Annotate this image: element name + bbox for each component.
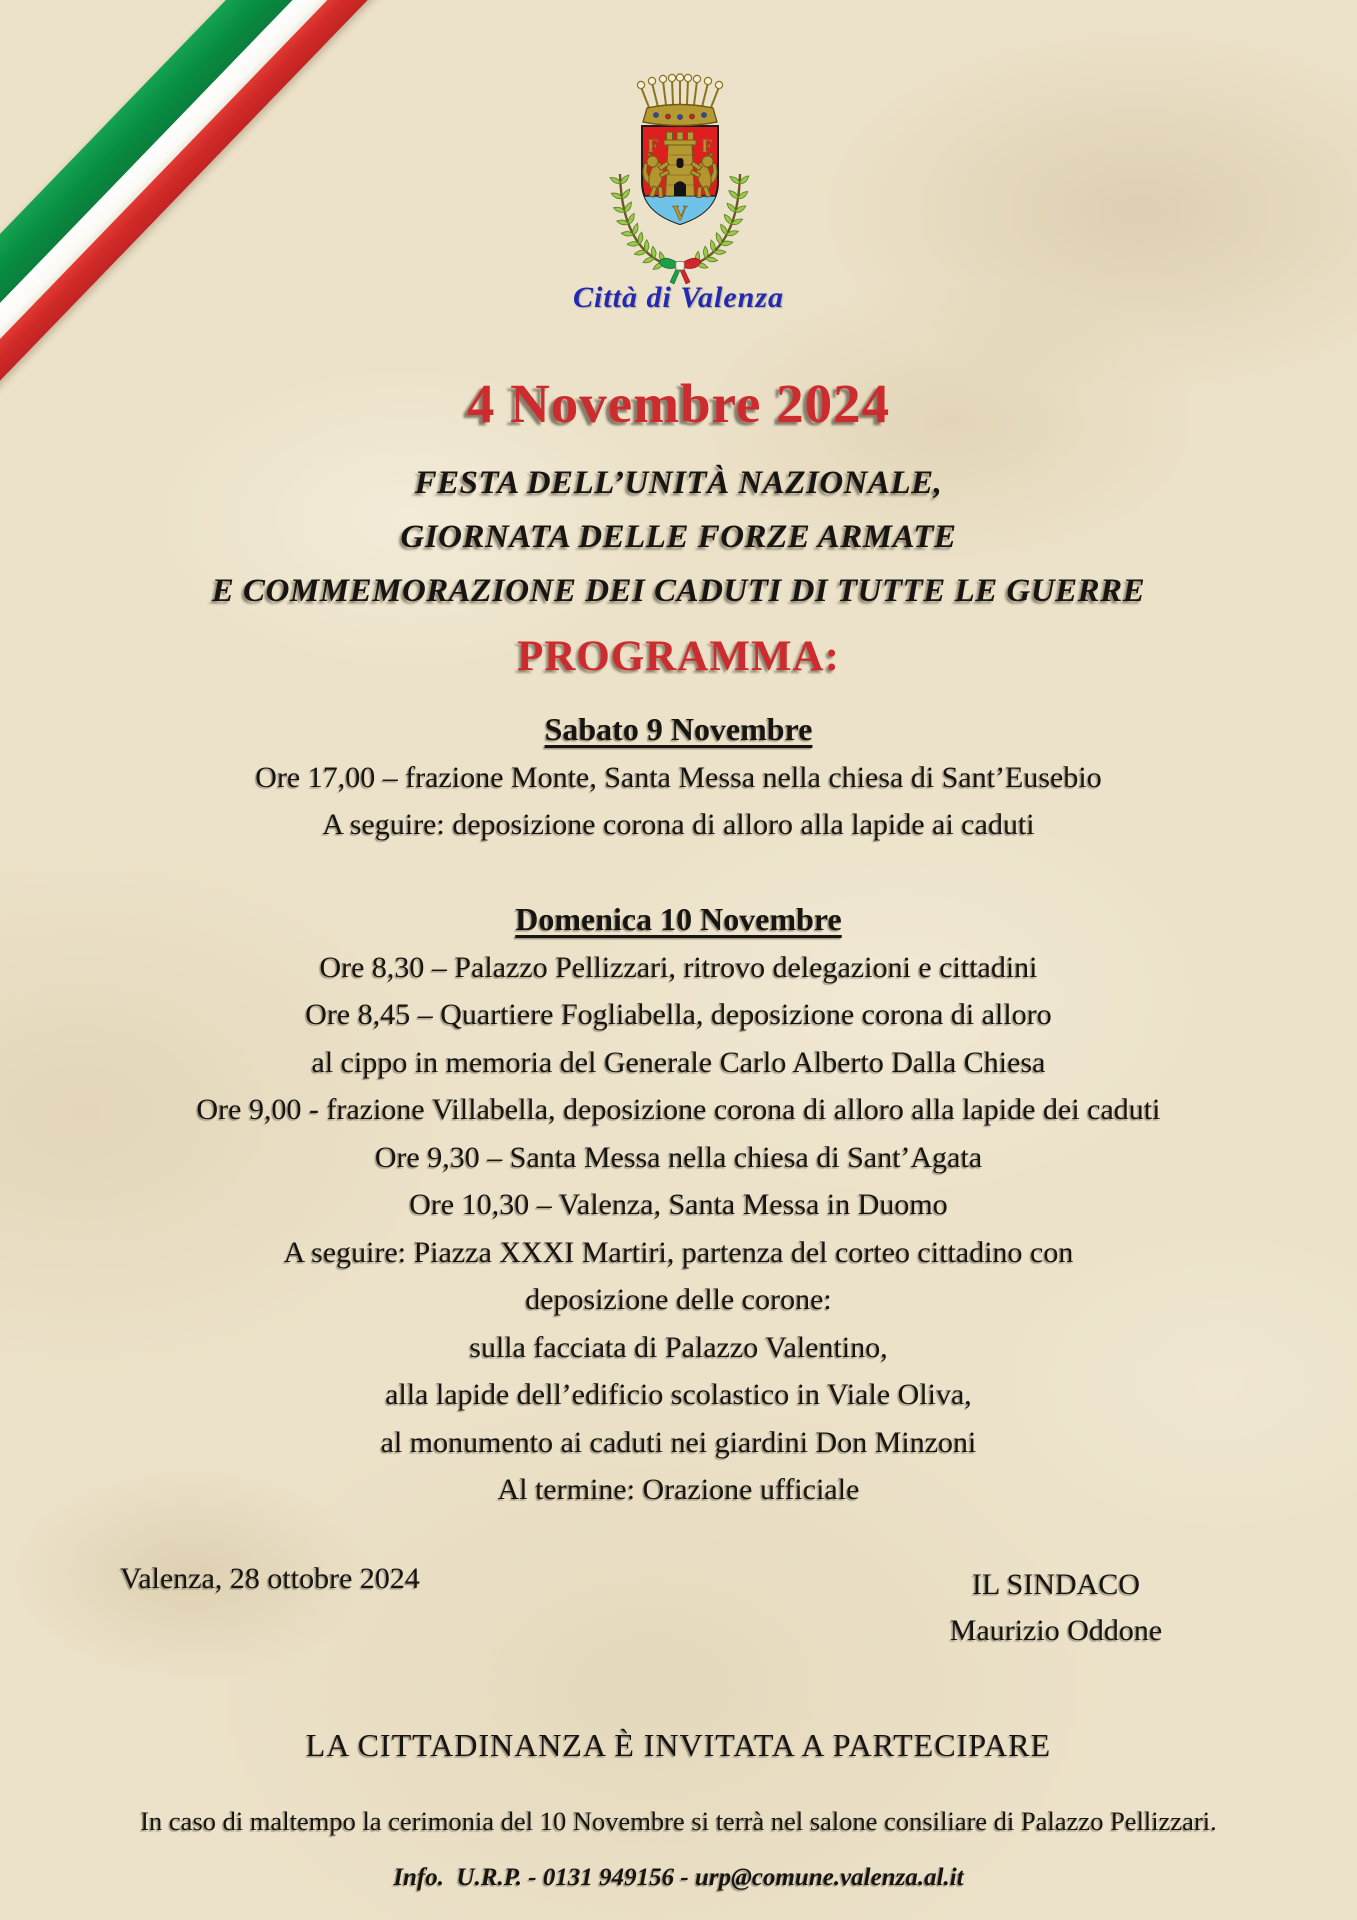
schedule-line: Al termine: Orazione ufficiale [497,1473,860,1506]
schedule-line: A seguire: Piazza XXXI Martiri, partenza del corteo cittadino con [283,1235,1074,1269]
crown [637,74,722,126]
signature-block [906,1562,1206,1654]
day-heading-saturday: Sabato 9 Novembre [544,711,813,747]
day-heading-sunday: Domenica 10 Novembre [515,901,842,937]
schedule-line: Ore 10,30 – Valenza, Santa Messa in Duomo [409,1188,948,1221]
schedule-line: deposizione delle corone: [525,1283,832,1316]
schedule-line: al cippo in memoria del Generale Carlo Alberto Dalla Chiesa [311,1045,1046,1079]
program-schedule [0,706,1357,1514]
shield-letter-f-left: F [647,136,659,157]
valenza-coat-of-arms [590,70,770,288]
schedule-line: sulla facciata di Palazzo Valentino, [469,1330,888,1364]
place-date: Valenza, 28 ottobre 2024 [120,1562,420,1595]
subtitle-line: GIORNATA DELLE FORZE ARMATE [400,519,957,555]
poster-subtitle [0,456,1357,618]
signer-name: Maurizio Oddone [949,1614,1163,1647]
schedule-line: Ore 9,30 – Santa Messa nella chiesa di Sant’Agata [374,1140,983,1174]
contact-info: Info. U.R.P. - 0131 949156 - urp@comune.valenza.al.it [393,1864,964,1891]
schedule-line: Ore 8,45 – Quartiere Fogliabella, deposizione corona di alloro [305,998,1052,1031]
shield [638,126,722,230]
spacer [0,849,1357,897]
schedule-line: Ore 9,00 - frazione Villabella, deposizione corona di alloro alla lapide dei caduti [196,1093,1161,1126]
signer-role: IL SINDACO [971,1568,1141,1601]
crest-caption: Città di Valenza [572,281,785,314]
tower-door [674,181,686,196]
tower-window [677,158,684,168]
subtitle-line: E COMMEMORAZIONE DEI CADUTI DI TUTTE LE GUERRE [211,573,1146,609]
schedule-line: A seguire: deposizione corona di alloro alla lapide ai caduti [322,808,1035,841]
schedule-line: Ore 17,00 – frazione Monte, Santa Messa nella chiesa di Sant’Eusebio [255,760,1102,794]
invitation-line: LA CITTADINANZA È INVITATA A PARTECIPARE [305,1727,1052,1763]
subtitle-line: FESTA DELL’UNITÀ NAZIONALE, [414,465,943,501]
schedule-line: alla lapide dell’edificio scolastico in Viale Oliva, [385,1378,972,1411]
weather-note: In caso di maltempo la cerimonia del 10 Novembre si terrà nel salone consiliare di Palazzo Pellizzari. [140,1806,1217,1836]
schedule-line: al monumento ai caduti nei giardini Don Minzoni [380,1425,977,1459]
poster-title: 4 Novembre 2024 [466,373,891,434]
schedule-line: Ore 8,30 – Palazzo Pellizzari, ritrovo delegazioni e cittadini [319,950,1038,984]
shield-letter-f-right: F [701,136,713,157]
shield-letter-v: V [672,201,688,225]
program-heading: PROGRAMMA: [517,633,840,680]
